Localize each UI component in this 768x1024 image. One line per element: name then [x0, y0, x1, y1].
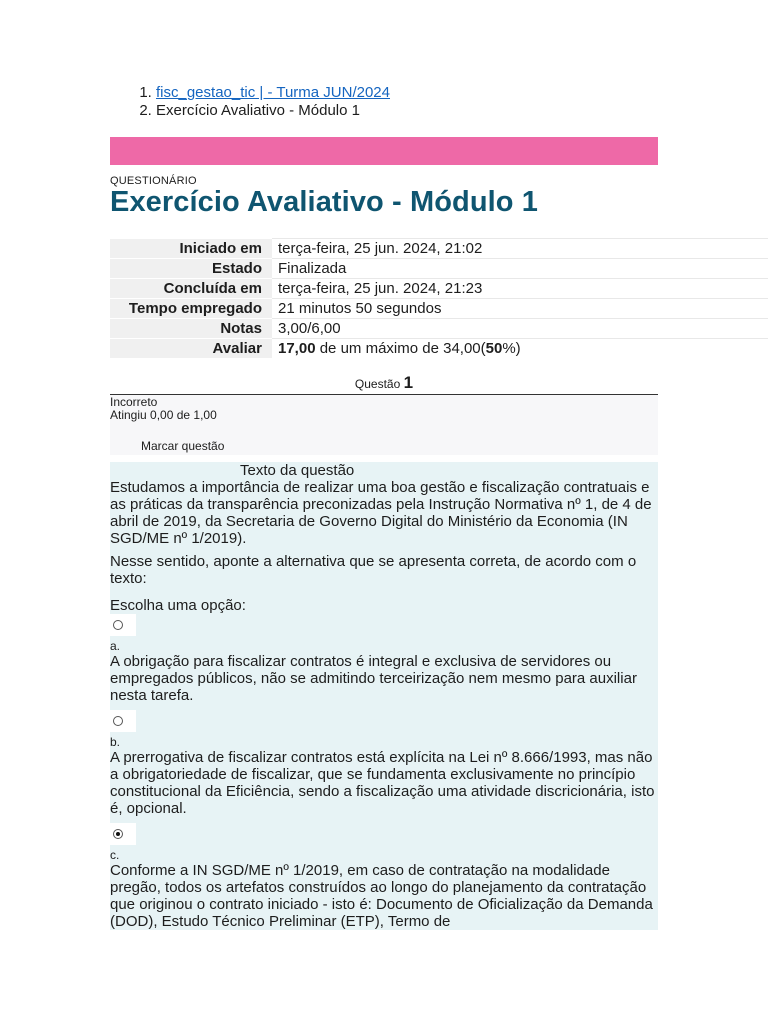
page-title: Exercício Avaliativo - Módulo 1: [110, 186, 539, 218]
question-number-prefix: Questão: [354, 377, 401, 391]
option-letter: b.: [110, 735, 121, 749]
header-banner: [110, 137, 658, 165]
activity-type-label: QUESTIONÁRIO: [110, 175, 197, 187]
summary-label: Notas: [110, 319, 272, 339]
summary-label: Iniciado em: [110, 239, 272, 259]
summary-row-started: [110, 239, 768, 259]
summary-value: Finalizada: [272, 259, 768, 279]
option-letter: a.: [110, 639, 121, 653]
summary-value: terça-feira, 25 jun. 2024, 21:02: [272, 239, 768, 259]
question-content: [110, 462, 658, 930]
question-status: Incorreto: [110, 395, 158, 409]
summary-label: Tempo empregado: [110, 299, 272, 319]
breadcrumb-item-quiz: 2. Exercício Avaliativo - Módulo 1: [156, 102, 390, 120]
option-a-radio-box[interactable]: [110, 614, 136, 636]
flag-question-link[interactable]: Marcar questão: [141, 439, 225, 453]
breadcrumb-link-course[interactable]: fisc_gestao_tic | - Turma JUN/2024: [156, 84, 390, 101]
attempt-summary-table: [110, 238, 768, 358]
question-number-value: 1: [403, 373, 414, 392]
question-prompt: Nesse sentido, aponte a alternativa que se apresenta correta, de acordo com o texto:: [110, 553, 637, 587]
grade-score: 17,00: [278, 340, 316, 357]
summary-label: Avaliar: [110, 339, 272, 359]
summary-label: Estado: [110, 259, 272, 279]
radio-button-icon[interactable]: [113, 716, 123, 726]
question-number: [110, 373, 658, 393]
summary-value: 3,00/6,00: [272, 319, 768, 339]
question-info-panel: [110, 395, 658, 455]
summary-row-marks: [110, 319, 768, 339]
radio-button-checked-icon[interactable]: [113, 829, 123, 839]
grade-max: de um máximo de 34,00(: [315, 340, 486, 357]
grade-percent-suffix: %): [502, 340, 521, 357]
question-grade: Atingiu 0,00 de 1,00: [110, 408, 217, 422]
option-b-radio-box[interactable]: [110, 710, 136, 732]
option-b-text[interactable]: A prerrogativa de fiscalizar contratos está explícita na Lei nº 8.666/1993, mas não a obrigatoriedade de fiscalizar, que se fundamenta exclusivamente no princípio constitucional da Eficiência, sendo a fiscalização uma atividade discricionária, isto é, opcional.: [110, 749, 655, 817]
summary-value: 21 minutos 50 segundos: [272, 299, 768, 319]
option-letter: c.: [110, 848, 120, 862]
breadcrumb: [110, 84, 390, 120]
option-c-radio-box[interactable]: [110, 823, 136, 845]
summary-row-completed: [110, 279, 768, 299]
grade-percent: 50: [485, 340, 503, 357]
summary-label: Concluída em: [110, 279, 272, 299]
summary-value: terça-feira, 25 jun. 2024, 21:23: [272, 279, 768, 299]
choose-option-label: Escolha uma opção:: [110, 597, 246, 614]
question-text-heading: Texto da questão: [240, 462, 355, 479]
question-text-paragraph: Estudamos a importância de realizar uma boa gestão e fiscalização contratuais e as práticas da transparência preconizadas pela Instrução Normativa nº 1, de 4 de abril de 2019, da Secretaria de Governo Digital do Ministério da Economia (IN SGD/ME nº 1/2019).: [110, 479, 652, 547]
summary-row-grade: [110, 339, 768, 359]
breadcrumb-item-course[interactable]: [156, 84, 390, 102]
summary-row-state: [110, 259, 768, 279]
summary-row-time-taken: [110, 299, 768, 319]
radio-button-icon[interactable]: [113, 620, 123, 630]
option-a-text[interactable]: A obrigação para fiscalizar contratos é integral e exclusiva de servidores ou empregados públicos, não se admitindo terceirização nem mesmo para auxiliar nesta tarefa.: [110, 653, 637, 704]
option-c-text[interactable]: Conforme a IN SGD/ME nº 1/2019, em caso de contratação na modalidade pregão, todos os artefatos construídos ao longo do planejamento da contratação que originou o contrato iniciado - isto é: Documento de Oficialização da Demanda (DOD), Estudo Técnico Preliminar (ETP), Termo de: [110, 862, 653, 930]
grade-value: [272, 339, 768, 359]
